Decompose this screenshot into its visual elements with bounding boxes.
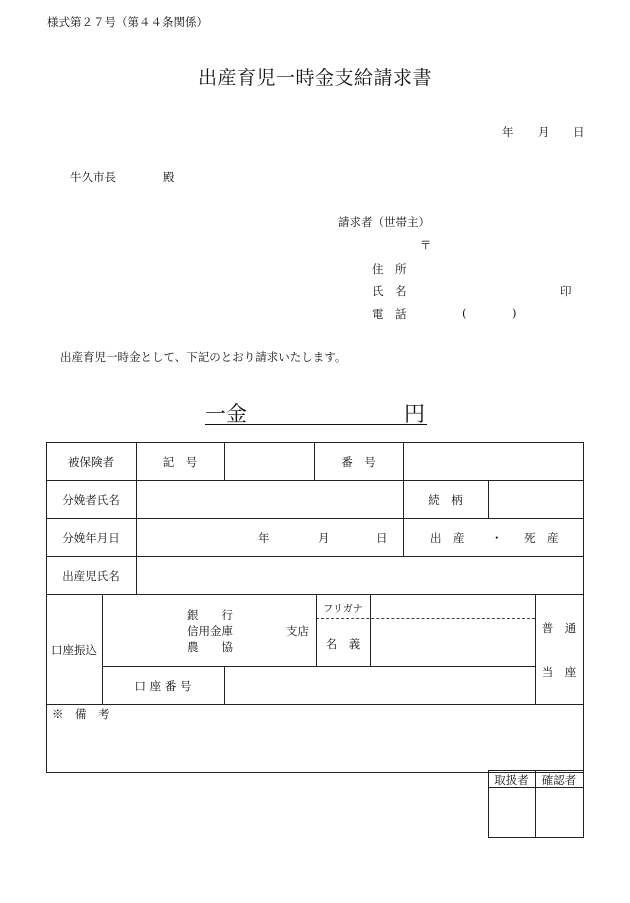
amount-unit: 円 — [404, 402, 425, 426]
date-month-label: 月 — [538, 125, 550, 139]
date-day-label: 日 — [573, 125, 585, 139]
furigana-label: フリガナ — [323, 604, 363, 615]
birth-date-year: 年 — [258, 531, 270, 545]
addressee-name: 牛久市長 — [70, 170, 116, 184]
birth-date-label: 分娩年月日 — [62, 531, 120, 545]
account-number-label: 口 座 番 号 — [134, 679, 192, 693]
stamp-boxes — [488, 770, 584, 838]
addressee-honorific: 殿 — [163, 170, 175, 184]
agri-coop-label: 農 協 — [187, 640, 233, 654]
request-table — [46, 442, 584, 773]
page-title: 出産育児一時金支給請求書 — [197, 67, 432, 89]
intro-text: 出産育児一時金として、下記のとおり請求いたします。 — [60, 350, 347, 364]
account-holder-label: 名 義 — [325, 637, 361, 651]
insured-label: 被保険者 — [68, 455, 114, 469]
birth-date-day: 日 — [376, 531, 388, 545]
postal-mark: 〒 — [420, 238, 432, 252]
phone-paren-close: ) — [512, 306, 517, 320]
mother-name-label: 分娩者氏名 — [62, 493, 120, 507]
name-label: 氏 名 — [372, 284, 407, 298]
birth-date-month: 月 — [318, 531, 330, 545]
form-code: 様式第２７号（第４４条関係） — [47, 15, 208, 29]
phone-paren-open: ( — [462, 306, 467, 320]
number-label: 番 号 — [341, 455, 376, 469]
ordinary-account-option: 普 通 — [541, 621, 577, 635]
seal-mark: 印 — [560, 284, 572, 298]
option-separator: ・ — [491, 531, 503, 545]
phone-label: 電 話 — [372, 307, 407, 321]
current-account-option: 当 座 — [541, 665, 577, 679]
address-label: 住 所 — [372, 262, 407, 276]
symbol-label: 記 号 — [162, 455, 198, 469]
remarks-label: ※ 備 考 — [52, 707, 110, 721]
credit-union-label: 信用金庫 — [187, 624, 233, 638]
amount-line — [205, 398, 427, 425]
birth-option: 出 産 — [430, 531, 465, 545]
child-name-label: 出産児氏名 — [62, 569, 120, 583]
requester-label: 請求者（世帯主） — [338, 215, 430, 229]
bank-transfer-label: 口座振込 — [51, 643, 97, 657]
amount-prefix: 一金 — [205, 402, 247, 426]
branch-label: 支店 — [286, 624, 309, 638]
bank-label: 銀 行 — [187, 608, 233, 622]
stillbirth-option: 死 産 — [524, 531, 559, 545]
date-year-label: 年 — [502, 125, 514, 139]
confirmer-label: 確認者 — [541, 773, 577, 787]
handler-label: 取扱者 — [494, 773, 529, 787]
relationship-label: 続 柄 — [428, 493, 463, 507]
